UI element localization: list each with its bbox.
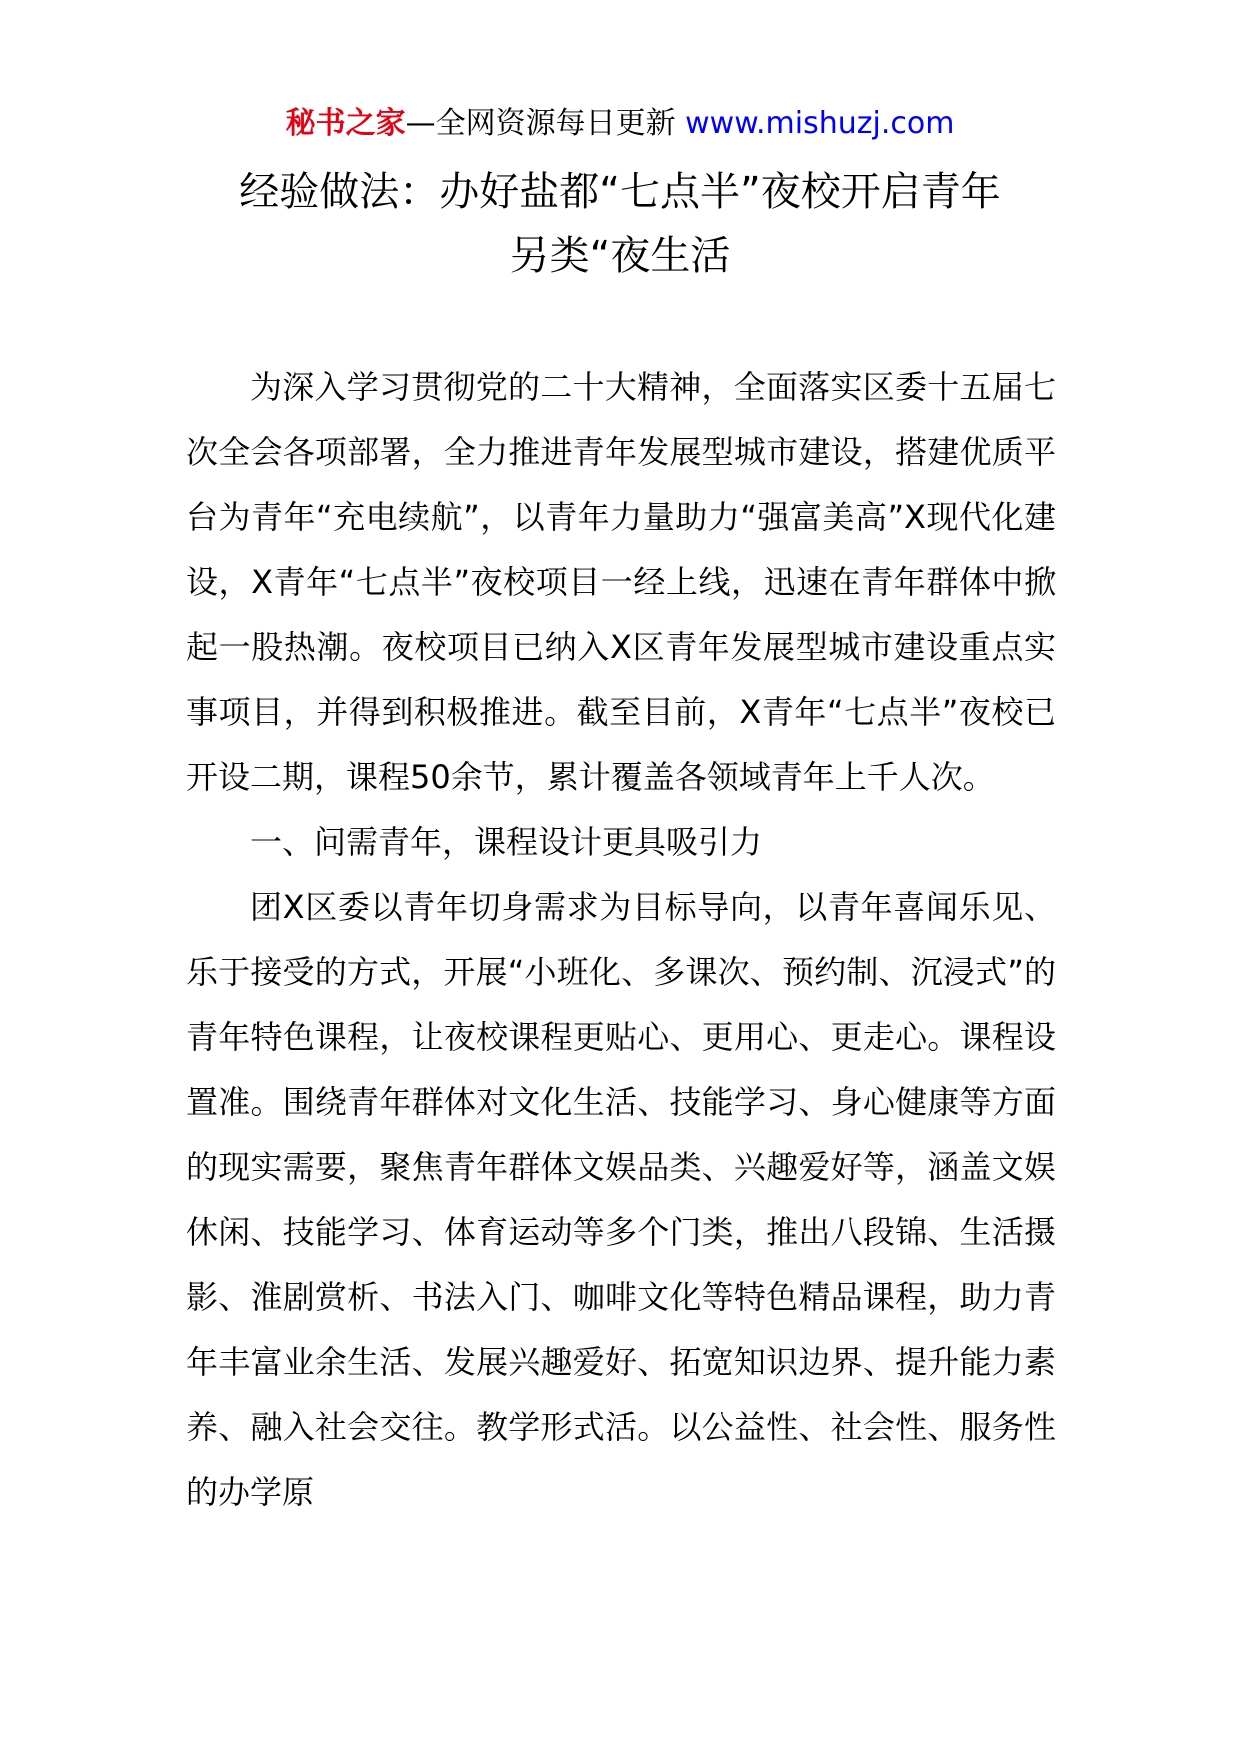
title-line-2: 另类“夜生活	[509, 233, 731, 279]
document-title	[150, 160, 1090, 288]
site-header	[0, 102, 1240, 146]
section-heading-1: 一、问需青年，课程设计更具吸引力	[250, 823, 763, 861]
document-body	[186, 355, 1056, 1525]
intro-paragraph: 为深入学习贯彻党的二十大精神，全面落实区委十五届七次全会各项部署，全力推进青年发展型城市建设，搭建优质平台为青年“充电续航”，以青年力量助力“强富美高”X现代化建设，X青年“七点半”夜校项目一经上线，迅速在青年群体中掀起一股热潮。夜校项目已纳入X区青年发展型城市建设重点实事项目，并得到积极推进。截至目前，X青年“七点半”夜校已开设二期，课程50余节，累计覆盖各领域青年上千人次。	[186, 368, 1056, 796]
site-tagline: —全网资源每日更新	[405, 106, 676, 141]
site-url-link[interactable]: www.mishuzj.com	[685, 106, 955, 141]
section-1-paragraph: 团X区委以青年切身需求为目标导向，以青年喜闻乐见、乐于接受的方式，开展“小班化、多课次、预约制、沉浸式”的青年特色课程，让夜校课程更贴心、更用心、更走心。课程设置准。围绕青年群体对文化生活、技能学习、身心健康等方面的现实需要，聚焦青年群体文娱品类、兴趣爱好等，涵盖文娱休闲、技能学习、体育运动等多个门类，推出八段锦、生活摄影、淮剧赏析、书法入门、咖啡文化等特色精品课程，助力青年丰富业余生活、发展兴趣爱好、拓宽知识边界、提升能力素养、融入社会交往。教学形式活。以公益性、社会性、服务性的办学原	[186, 888, 1056, 1511]
brand-name: 秘书之家	[285, 106, 406, 141]
title-line-1: 经验做法：办好盐都“七点半”夜校开启青年	[239, 169, 1001, 215]
